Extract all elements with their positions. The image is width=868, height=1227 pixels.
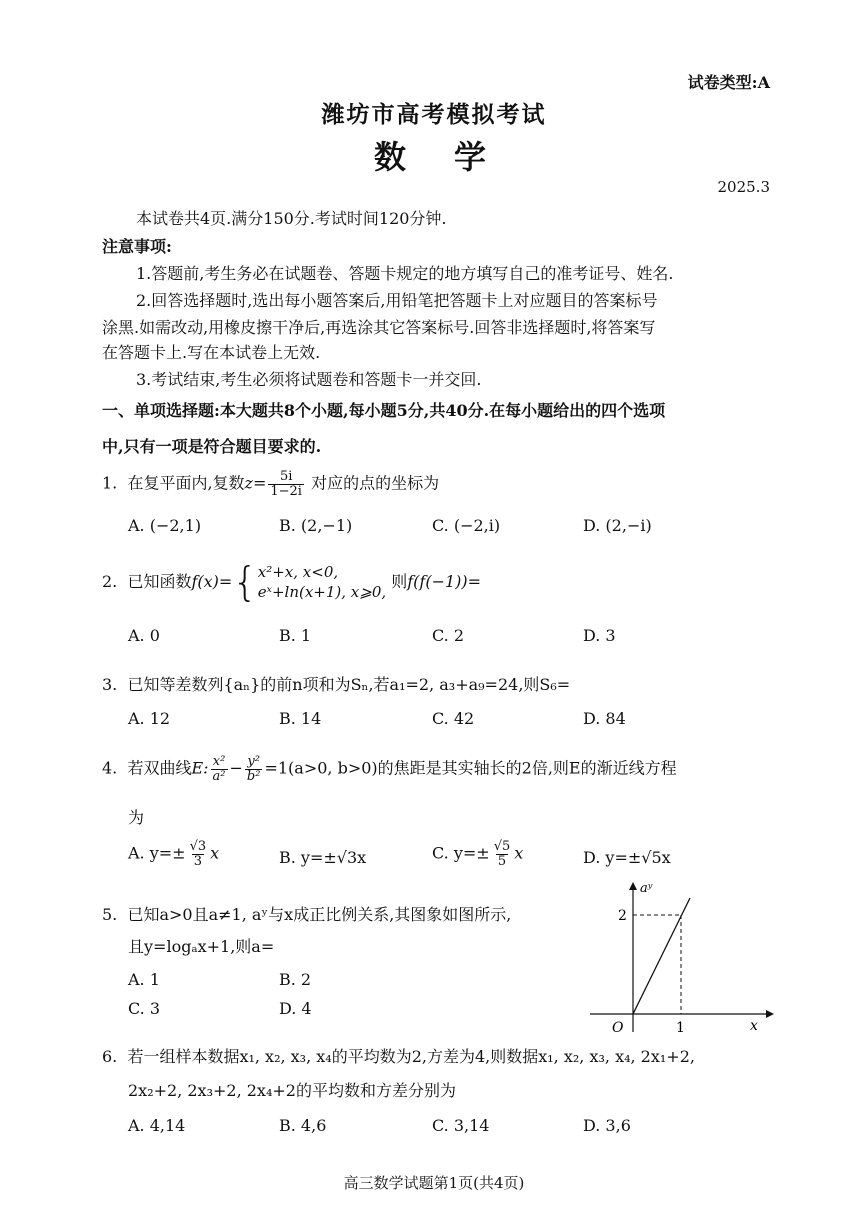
- option-b[interactable]: B. 2: [279, 970, 312, 989]
- piecewise-cases: [258, 562, 386, 603]
- fraction: [188, 840, 209, 868]
- y-axis-label: aʸ: [640, 881, 653, 896]
- origin-label: O: [612, 1020, 624, 1036]
- question-text-rest: =1(a>0, b>0)的焦距是其实轴长的2倍,则E的渐近线方程: [264, 758, 677, 778]
- question-number: 2.: [102, 571, 118, 591]
- option-c[interactable]: C. 3,14: [432, 1116, 490, 1135]
- question-4: [102, 755, 677, 783]
- option-a[interactable]: A. 1: [128, 970, 160, 989]
- fraction-numerator: √3: [189, 839, 207, 854]
- option-a[interactable]: A. 4,14: [128, 1116, 186, 1135]
- option-a[interactable]: A. 12: [128, 709, 171, 728]
- variable-z: z: [244, 473, 253, 493]
- question-2: [102, 559, 482, 606]
- proportion-graph: [590, 876, 790, 1036]
- option-a[interactable]: A. (−2,1): [128, 516, 202, 535]
- question-3: [102, 672, 570, 695]
- x-axis-arrow: [766, 1010, 774, 1018]
- question-text: 已知函数: [127, 571, 192, 591]
- notice-item-3: 3.考试结束,考生必须将试题卷和答题卡一并交回.: [136, 370, 482, 389]
- fraction-denominator: b²: [246, 768, 261, 784]
- section-heading-line1: 一、单项选择题:本大题共8个小题,每小题5分,共40分.在每小题给出的四个选项: [102, 401, 666, 420]
- fraction-numerator: √5: [493, 839, 511, 854]
- fraction-x2-a2: [211, 755, 228, 783]
- equals: =: [252, 473, 267, 493]
- question-number: 5.: [102, 905, 118, 924]
- question-5: [102, 902, 511, 925]
- paper-type: 试卷类型:A: [687, 73, 770, 92]
- option-b[interactable]: B. 4,6: [279, 1116, 327, 1135]
- question-4-line2: 为: [128, 808, 145, 827]
- minus-sign: −: [229, 758, 243, 778]
- option-b[interactable]: B. (2,−1): [279, 516, 353, 535]
- fraction-denominator: 3: [193, 853, 202, 869]
- option-c[interactable]: C. 3: [128, 999, 161, 1018]
- option-c[interactable]: [432, 840, 523, 868]
- question-number: 4.: [102, 758, 118, 778]
- exam-title: 潍坊市高考模拟考试: [321, 101, 547, 128]
- option-d[interactable]: D. y=±√5x: [583, 848, 671, 867]
- fraction-y2-b2: [245, 755, 263, 783]
- curve-e: E:: [191, 758, 209, 778]
- question-text-after: 则: [391, 571, 408, 591]
- option-d[interactable]: D. 84: [583, 709, 626, 728]
- fraction: [268, 470, 304, 498]
- x-tick-label: 1: [676, 1020, 685, 1036]
- expression-ffm1: f(f(−1))=: [407, 571, 482, 591]
- question-text-after: 对应的点的坐标为: [311, 473, 440, 493]
- question-text: 已知等差数列{aₙ}的前n项和为Sₙ,若a₁=2, a₃+a₉=24,则S₆=: [127, 675, 571, 694]
- question-text: 若一组样本数据x₁, x₂, x₃, x₄的平均数为2,方差为4,则数据x₁, x₂, x₃, x₄, 2x₁+2,: [127, 1047, 695, 1066]
- section-heading-line2: 中,只有一项是符合题目要求的.: [102, 437, 322, 456]
- option-a-suffix: x: [210, 843, 220, 863]
- question-1: [102, 470, 439, 498]
- fraction-numerator: 5i: [279, 469, 293, 484]
- y-tick-label: 2: [618, 908, 627, 924]
- page-footer: 高三数学试题第1页(共4页): [343, 1174, 525, 1192]
- notice-heading: 注意事项:: [102, 237, 172, 256]
- option-c[interactable]: C. (−2,i): [432, 516, 501, 535]
- fraction: [492, 840, 513, 868]
- left-brace: {: [232, 559, 258, 606]
- option-a-prefix: A. y=±: [128, 843, 186, 863]
- fraction-denominator: 5: [497, 853, 507, 869]
- question-text: 若双曲线: [127, 758, 192, 778]
- question-6-line2: 2x₂+2, 2x₃+2, 2x₄+2的平均数和方差分别为: [128, 1081, 456, 1100]
- notice-item-2-line3: 在答题卡上.写在本试卷上无效.: [102, 343, 321, 362]
- option-d[interactable]: D. 4: [279, 999, 312, 1018]
- notice-item-2-line2: 涂黑.如需改动,用橡皮擦干净后,再选涂其它答案标号.回答非选择题时,将答案写: [102, 318, 656, 337]
- option-a[interactable]: A. 0: [128, 626, 160, 645]
- fraction-numerator: x²: [212, 754, 226, 769]
- question-number: 1.: [102, 473, 118, 493]
- case-2: eˣ+ln(x+1), x⩾0,: [257, 583, 387, 602]
- fraction-denominator: 1−2i: [270, 483, 302, 499]
- option-a[interactable]: [128, 840, 219, 868]
- question-text: 已知a>0且a≠1, aʸ与x成正比例关系,其图象如图所示,: [127, 905, 512, 924]
- question-6: [102, 1044, 695, 1067]
- question-5-line2: 且y=logₐx+1,则a=: [128, 937, 275, 956]
- option-c-prefix: C. y=±: [432, 843, 490, 863]
- option-c[interactable]: C. 2: [432, 626, 465, 645]
- option-b[interactable]: B. 14: [279, 709, 322, 728]
- option-b[interactable]: B. 1: [279, 626, 312, 645]
- option-d[interactable]: D. (2,−i): [583, 516, 652, 535]
- fraction-numerator: y²: [247, 754, 260, 769]
- notice-item-1: 1.答题前,考生务必在试题卷、答题卡规定的地方填写自己的准考证号、姓名.: [136, 264, 674, 283]
- notice-item-2-line1: 2.回答选择题时,选出每小题答案后,用铅笔把答题卡上对应题目的答案标号: [136, 291, 658, 310]
- fraction-denominator: a²: [212, 768, 226, 784]
- case-1: x²+x, x<0,: [257, 563, 339, 581]
- question-text: 在复平面内,复数: [127, 473, 245, 493]
- question-number: 3.: [102, 675, 118, 694]
- x-axis-label: x: [750, 1018, 758, 1034]
- option-d[interactable]: D. 3,6: [583, 1116, 631, 1135]
- option-b[interactable]: B. y=±√3x: [279, 848, 367, 867]
- question-number: 6.: [102, 1047, 118, 1066]
- function-f: f(x)=: [191, 571, 233, 591]
- subject-title: 数 学: [373, 138, 494, 176]
- option-c-suffix: x: [514, 843, 524, 863]
- y-axis-arrow: [629, 882, 637, 890]
- exam-date: 2025.3: [717, 178, 770, 196]
- option-c[interactable]: C. 42: [432, 709, 475, 728]
- intro-text: 本试卷共4页.满分150分.考试时间120分钟.: [136, 209, 447, 228]
- option-d[interactable]: D. 3: [583, 626, 616, 645]
